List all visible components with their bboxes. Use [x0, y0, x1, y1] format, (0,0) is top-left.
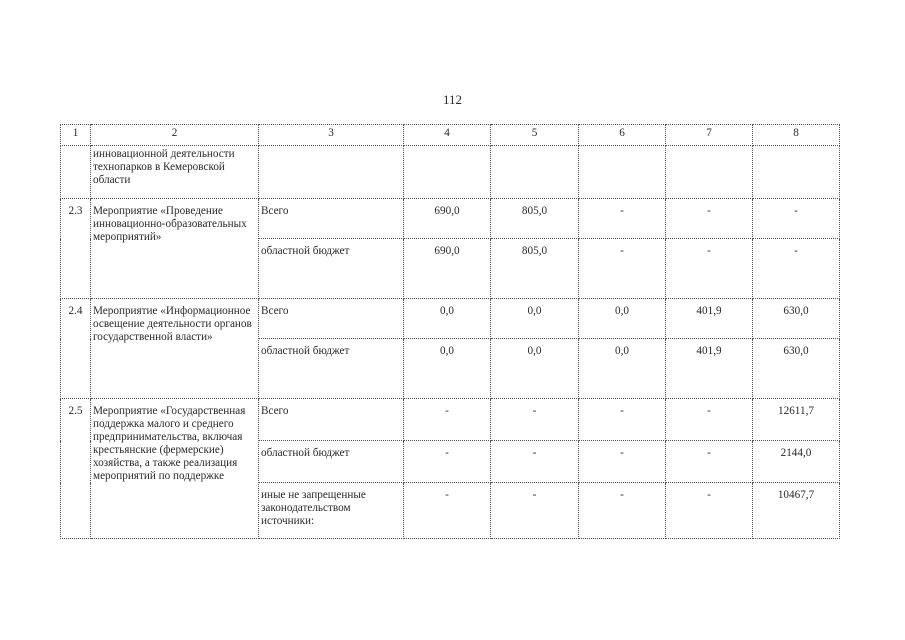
source-cell: областной бюджет [259, 441, 404, 483]
page-number: 112 [442, 92, 463, 107]
value-cell: 2144,0 [753, 441, 840, 483]
value-cell [753, 146, 840, 199]
header-cell: 7 [666, 125, 753, 146]
value-cell: - [666, 199, 753, 239]
value-cell: - [404, 399, 491, 441]
source-cell: Всего [259, 299, 404, 339]
value-cell [491, 146, 579, 199]
value-cell: 401,9 [666, 299, 753, 339]
value-cell: - [579, 399, 666, 441]
description-cell: Мероприятие «Проведение инновационно-образовательных мероприятий» [91, 199, 259, 299]
table-row [61, 199, 840, 239]
budget-table [60, 124, 840, 539]
value-cell: 0,0 [491, 299, 579, 339]
index-cell: 2.5 [61, 399, 91, 539]
value-cell: - [753, 239, 840, 299]
index-cell [61, 146, 91, 199]
value-cell: 0,0 [404, 339, 491, 399]
header-cell: 1 [61, 125, 91, 146]
value-cell: 690,0 [404, 199, 491, 239]
header-cell: 6 [579, 125, 666, 146]
header-cell: 8 [753, 125, 840, 146]
value-cell: 805,0 [491, 199, 579, 239]
value-cell: 0,0 [579, 339, 666, 399]
table-row [61, 399, 840, 441]
source-cell: областной бюджет [259, 339, 404, 399]
value-cell: - [666, 441, 753, 483]
description-cell: инновационной деятельности технопарков в Кемеровской области [91, 146, 259, 199]
source-cell [259, 146, 404, 199]
value-cell: - [666, 399, 753, 441]
value-cell: 10467,7 [753, 483, 840, 539]
continuation-row [61, 146, 840, 199]
value-cell: - [491, 441, 579, 483]
value-cell: - [404, 483, 491, 539]
value-cell: 690,0 [404, 239, 491, 299]
value-cell: 12611,7 [753, 399, 840, 441]
value-cell: - [666, 483, 753, 539]
value-cell: 630,0 [753, 339, 840, 399]
header-cell: 5 [491, 125, 579, 146]
value-cell: - [753, 199, 840, 239]
source-cell: областной бюджет [259, 239, 404, 299]
description-cell: Мероприятие «Информационное освещение деятельности органов государственной власти» [91, 299, 259, 399]
value-cell: 0,0 [404, 299, 491, 339]
value-cell: 401,9 [666, 339, 753, 399]
value-cell: - [579, 441, 666, 483]
value-cell: 0,0 [579, 299, 666, 339]
index-cell: 2.3 [61, 199, 91, 299]
value-cell: - [579, 483, 666, 539]
value-cell: 630,0 [753, 299, 840, 339]
value-cell [579, 146, 666, 199]
header-cell: 3 [259, 125, 404, 146]
table-row [61, 299, 840, 339]
value-cell: - [579, 199, 666, 239]
value-cell: - [491, 399, 579, 441]
source-cell: Всего [259, 399, 404, 441]
header-cell: 2 [91, 125, 259, 146]
value-cell [666, 146, 753, 199]
value-cell: - [491, 483, 579, 539]
value-cell: - [404, 441, 491, 483]
value-cell [404, 146, 491, 199]
source-cell: иные не запрещенные законодательством источники: [259, 483, 404, 539]
value-cell: - [666, 239, 753, 299]
description-cell: Мероприятие «Государственная поддержка малого и среднего предпринимательства, включая крестьянские (фермерские) хозяйства, а также реализация мероприятий по поддержке [91, 399, 259, 539]
value-cell: 805,0 [491, 239, 579, 299]
value-cell: 0,0 [491, 339, 579, 399]
source-cell: Всего [259, 199, 404, 239]
value-cell: - [579, 239, 666, 299]
header-cell: 4 [404, 125, 491, 146]
index-cell: 2.4 [61, 299, 91, 399]
header-row [61, 125, 840, 146]
